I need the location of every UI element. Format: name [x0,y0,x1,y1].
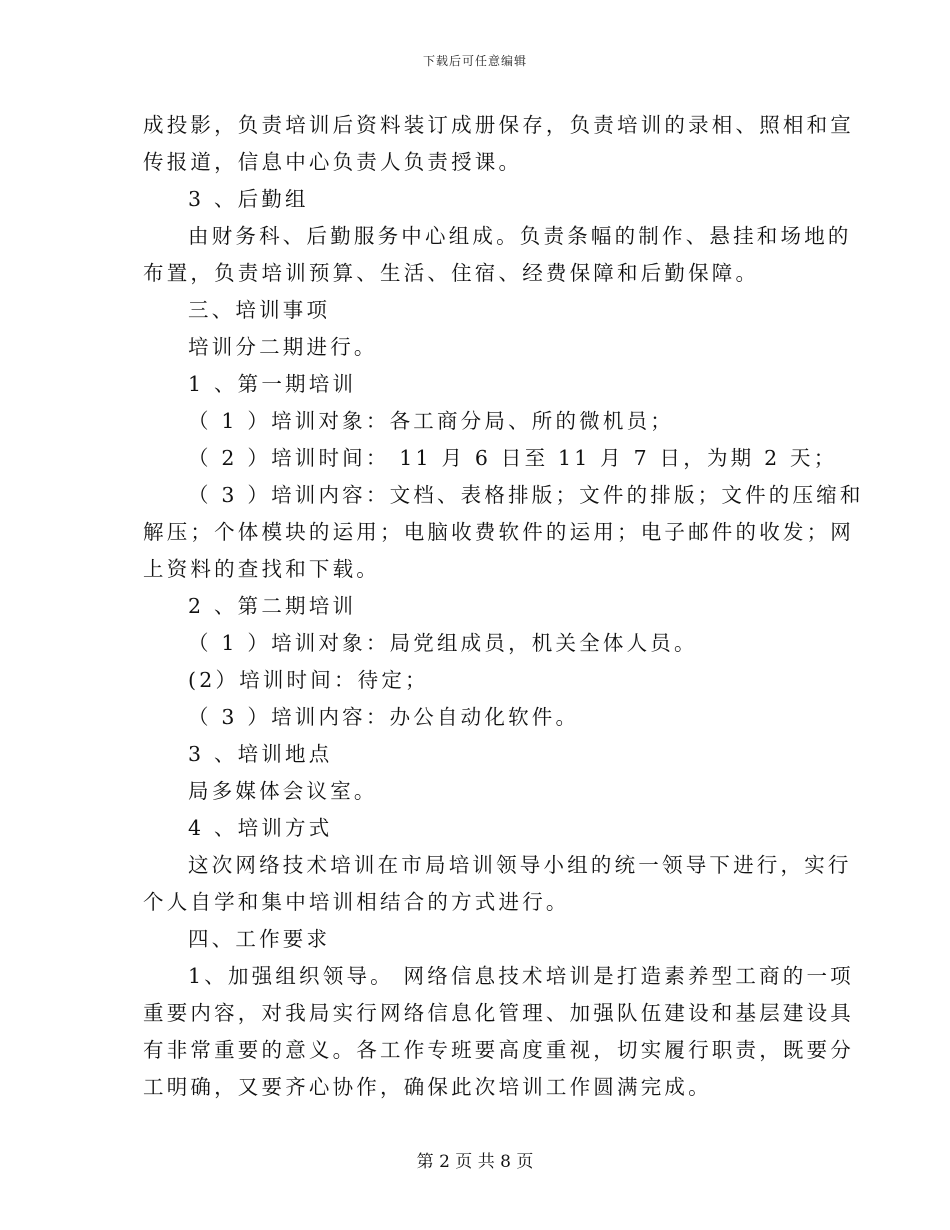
text-line: 解压；个体模块的运用；电脑收费软件的运用；电子邮件的收发；网 [143,520,854,544]
text-line: 个人自学和集中培训相结合的方式进行。 [143,890,570,914]
text-line: 成投影，负责培训后资料装订成册保存，负责培训的录相、照相和宣 [143,113,854,137]
text-line: 重要内容，对我局实行网络信息化管理、加强队伍建设和基层建设具 [143,1001,854,1025]
text-line: 局多媒体会议室。 [188,779,378,803]
text-line: 上资料的查找和下载。 [143,557,380,581]
text-line: 3 、后勤组 [188,187,309,211]
page-footer: 第 2 页 共 8 页 [416,1152,534,1172]
text-line: 工明确，又要齐心协作，确保此次培训工作圆满完成。 [143,1075,712,1099]
text-line: （ 3 ）培训内容：办公自动化软件。 [188,705,580,729]
text-line: 培训分二期进行。 [188,335,378,359]
text-line: 由财务科、后勤服务中心组成。负责条幅的制作、悬挂和场地的 [188,224,852,248]
text-line: （ 2 ）培训时间： 11 月 6 日至 11 月 7 日，为期 2 天； [188,446,838,470]
text-line: 传报道，信息中心负责人负责授课。 [143,150,523,174]
text-line: 有非常重要的意义。各工作专班要高度重视，切实履行职责，既要分 [143,1038,854,1062]
text-line: （ 1 ）培训对象：各工商分局、所的微机员； [188,409,674,433]
text-line: （ 1 ）培训对象：局党组成员，机关全体人员。 [188,631,698,655]
text-line: 这次网络技术培训在市局培训领导小组的统一领导下进行，实行 [188,853,852,877]
text-line: 布置，负责培训预算、生活、住宿、经费保障和后勤保障。 [143,261,760,285]
section-heading: 四、工作要求 [188,927,331,951]
subsection-heading: 1 、第一期培训 [188,372,357,396]
text-line: （ 3 ）培训内容：文档、表格排版；文件的排版；文件的压缩和 [188,483,864,507]
subsection-heading: 3 、培训地点 [188,742,333,766]
subsection-heading: 4 、培训方式 [188,816,333,840]
section-heading: 三、培训事项 [188,298,331,322]
text-line: 1、加强组织领导。 网络信息技术培训是打造素养型工商的一项 [188,964,854,988]
subsection-heading: 2 、第二期培训 [188,594,357,618]
page-header: 下载后可任意编辑 [422,54,527,68]
text-line: (2）培训时间：待定； [188,668,429,692]
